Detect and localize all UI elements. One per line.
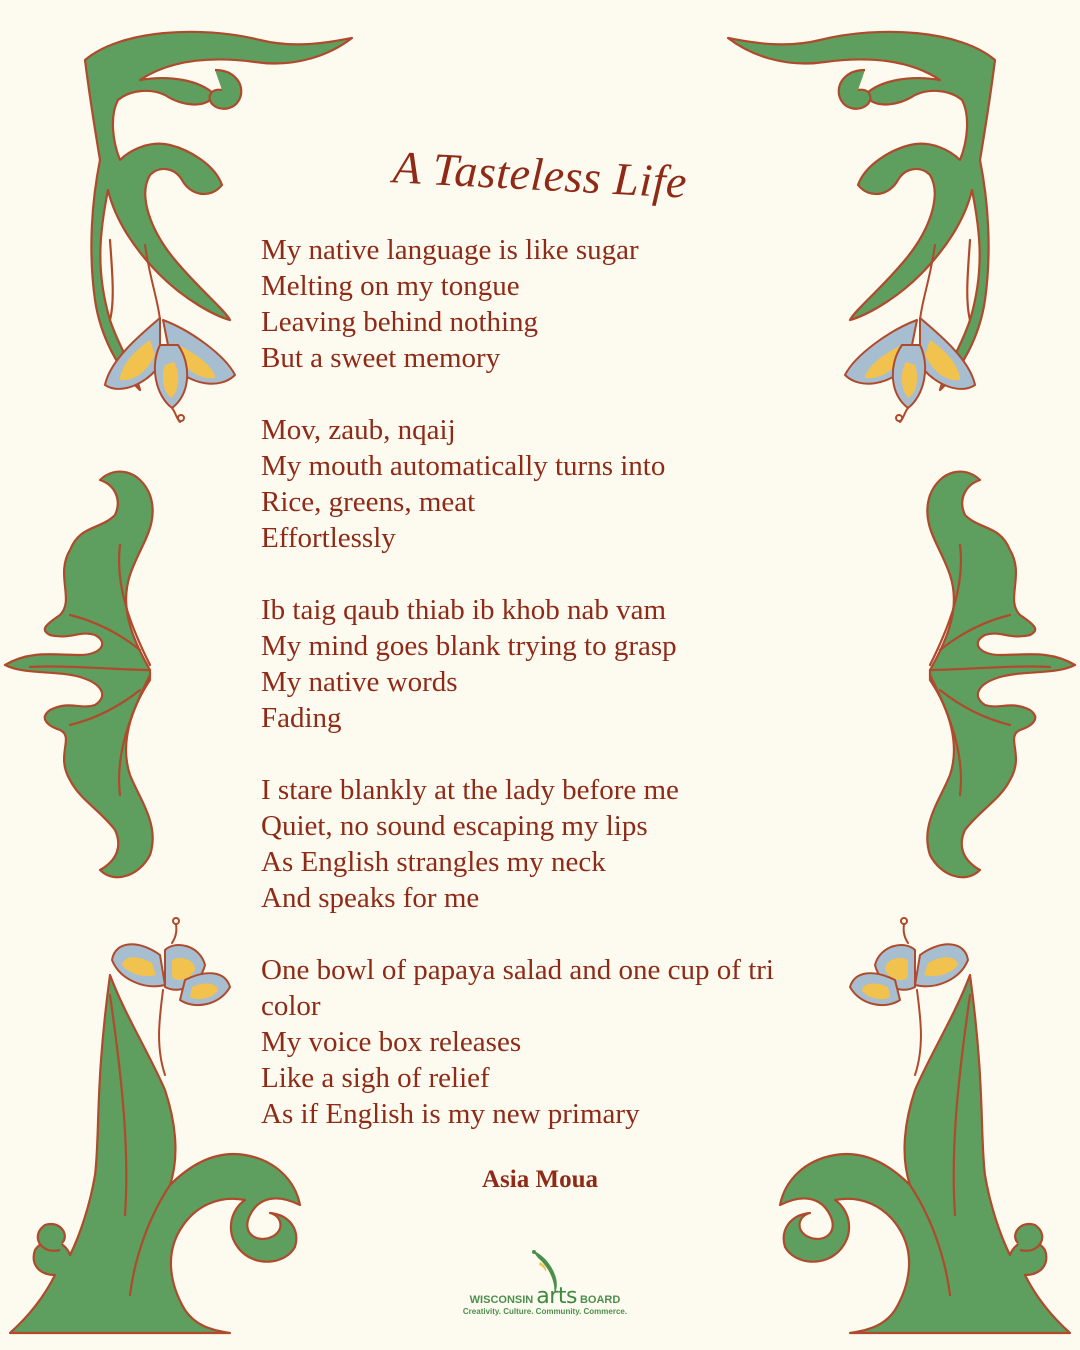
poem-line: My native words [261,666,458,698]
poem-line: As English strangles my neck [261,846,606,878]
poem-line: Mov, zaub, nqaij [261,414,456,446]
poem-line: My voice box releases [261,1026,522,1058]
poem-line: Rice, greens, meat [261,486,476,518]
poem-line: And speaks for me [261,882,480,914]
poem-line: color [261,990,321,1022]
poem-line: Leaving behind nothing [261,306,539,338]
side-ornament-right [900,455,1080,895]
logo-word-board: BOARD [579,1294,621,1306]
logo-wordmark [450,1284,640,1309]
poem-line: My mind goes blank trying to grasp [261,630,677,662]
poem-line: My native language is like sugar [261,234,639,266]
side-ornament-left [0,455,180,895]
poem-line: As if English is my new primary [261,1098,640,1130]
logo-word-wisconsin: WISCONSIN [469,1294,534,1306]
poem-line: Like a sigh of relief [261,1062,490,1094]
poem-stanza [261,592,831,736]
poem-line: I stare blankly at the lady before me [261,774,679,806]
poem-stanza [261,952,831,1132]
poem-stanza [261,772,831,916]
poem-line: My mouth automatically turns into [261,450,666,482]
poem-stanza [261,232,831,376]
poem-body [261,232,831,1168]
logo-word-arts: arts [536,1284,577,1309]
poem-line: Ib taig qaub thiab ib khob nab vam [261,594,667,626]
poem-stanza [261,412,831,556]
logo-tagline: Creativity. Culture. Community. Commerce. [462,1307,628,1316]
wisconsin-arts-board-logo [450,1246,640,1322]
poem-line: One bowl of papaya salad and one cup of tri [261,954,774,986]
poem-line: Fading [261,702,342,734]
poem-line: Quiet, no sound escaping my lips [261,810,648,842]
poem-author: Asia Moua [482,1166,598,1193]
poem-title: A Tasteless Life [391,141,689,208]
poem-line: Melting on my tongue [261,270,520,302]
poem-line: But a sweet memory [261,342,501,374]
poem-line: Effortlessly [261,522,396,554]
